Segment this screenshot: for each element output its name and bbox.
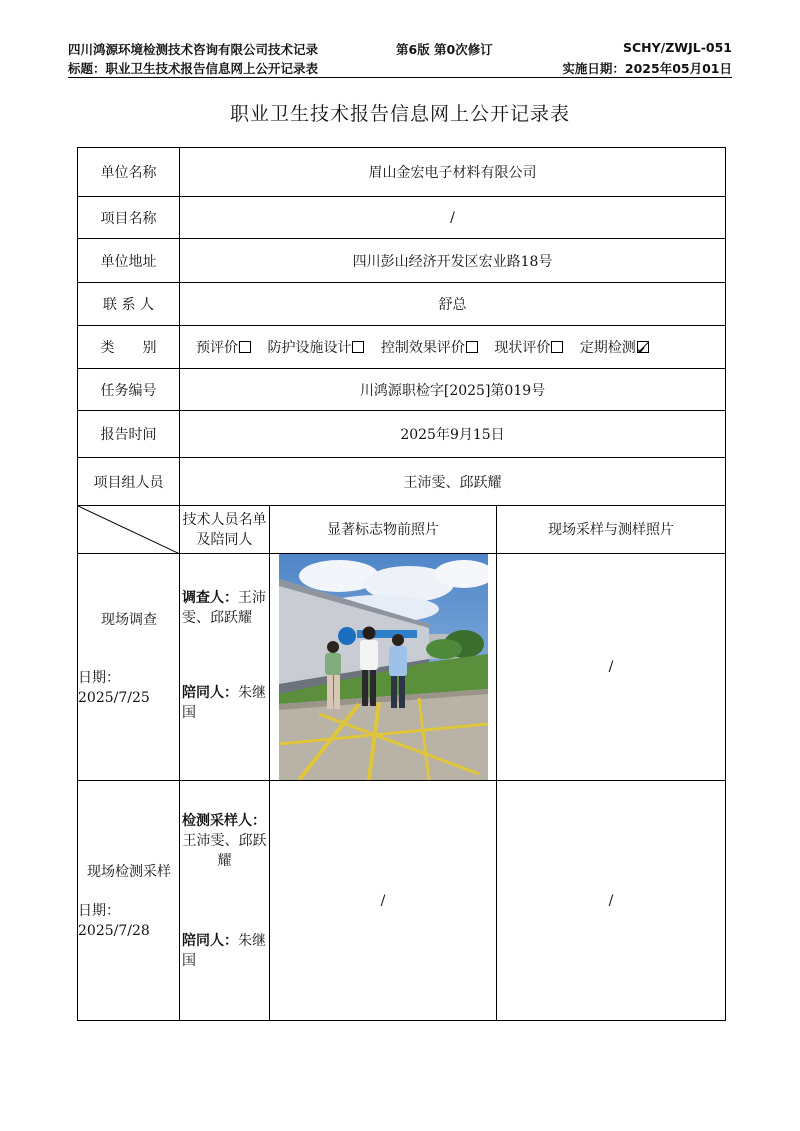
report-time-label: 报告时间: [78, 411, 180, 458]
row-address: [78, 239, 726, 283]
category-status-eval-checkbox[interactable]: [551, 341, 563, 353]
page-title: 职业卫生技术报告信息网上公开记录表: [229, 103, 570, 125]
doc-header-line-1: [68, 40, 732, 58]
detection-section-cell: [78, 781, 180, 1021]
detection-landmark-photo-cell: /: [270, 781, 497, 1021]
diagonal-line: [78, 506, 180, 554]
survey-row: [78, 554, 726, 781]
investigator-label: 调查人：: [182, 590, 238, 606]
survey-landmark-photo-cell: [270, 554, 497, 781]
row-contact: [78, 283, 726, 326]
detection-escort-block: [182, 931, 267, 971]
team-value: 王沛雯、邱跃耀: [180, 458, 726, 506]
row-category: [78, 326, 726, 369]
project-name-label: 项目名称: [78, 197, 180, 239]
team-label: 项目组人员: [78, 458, 180, 506]
col-staff-header: [180, 506, 270, 554]
category-control-eval-checkbox[interactable]: [466, 341, 478, 353]
version-text: 第6版 第0次修订: [396, 42, 493, 57]
category-pre-eval-label: 预评价: [196, 340, 238, 356]
unit-name-value: 眉山金宏电子材料有限公司: [180, 148, 726, 197]
col-sampling-header: 现场采样与测样照片: [497, 506, 726, 554]
detection-staff-cell: [180, 781, 270, 1021]
sampler-names: 王沛雯、邱跃耀: [182, 833, 267, 869]
sampler-block: [182, 811, 267, 871]
task-no-value: 川鸿源职检字[2025]第019号: [180, 369, 726, 411]
diagonal-corner-cell: [78, 506, 180, 554]
category-protection-design-label: 防护设施设计: [267, 340, 352, 356]
category-protection-design-checkbox[interactable]: [352, 341, 364, 353]
detection-date-label: 日期：: [78, 903, 120, 919]
address-value: 四川彭山经济开发区宏业路18号: [180, 239, 726, 283]
survey-escort-name: 朱继国: [182, 685, 266, 721]
project-name-value: /: [180, 197, 726, 239]
survey-date-label: 日期：: [78, 670, 120, 686]
doc-header-line-2: [68, 59, 732, 77]
survey-date-block: [78, 668, 150, 708]
survey-escort-label: 陪同人：: [182, 685, 238, 701]
effective-date-text: 实施日期：2025年05月01日: [562, 61, 732, 76]
category-periodic-test-checkbox[interactable]: [637, 341, 649, 353]
detection-escort-label: 陪同人：: [182, 933, 238, 949]
survey-name: 现场调查: [101, 612, 157, 628]
detection-date: 2025/7/28: [78, 923, 150, 939]
category-pre-eval-checkbox[interactable]: [239, 341, 251, 353]
sampler-label: 检测采样人：: [182, 813, 266, 829]
col-landmark-header: 显著标志物前照片: [270, 506, 497, 554]
company-record-text: 四川鸿源环境检测技术咨询有限公司技术记录: [68, 42, 319, 57]
header-rule: [68, 77, 732, 78]
survey-staff-cell: [180, 554, 270, 781]
doc-code-text: SCHY/ZWJL-051: [622, 40, 732, 55]
row-team: [78, 458, 726, 506]
category-label: 类 别: [78, 326, 180, 369]
row-unit-name: [78, 148, 726, 197]
investigator-block: [182, 588, 267, 628]
survey-sampling-photo-cell: /: [497, 554, 726, 781]
detection-name: 现场检测采样: [87, 864, 171, 880]
category-options: [180, 326, 726, 369]
landmark-photo[interactable]: [279, 554, 488, 780]
subject-text: 标题：职业卫生技术报告信息网上公开记录表: [68, 61, 319, 76]
detection-escort-name: 朱继国: [182, 933, 266, 969]
photo-header-row: [78, 506, 726, 554]
report-time-value: 2025年9月15日: [180, 411, 726, 458]
category-periodic-test-label: 定期检测: [579, 340, 636, 356]
investigator-names: 王沛雯、邱跃耀: [182, 590, 266, 626]
task-no-label: 任务编号: [78, 369, 180, 411]
category-status-eval-label: 现状评价: [494, 340, 551, 356]
contact-value: 舒总: [180, 283, 726, 326]
unit-name-label: 单位名称: [78, 148, 180, 197]
detection-row: [78, 781, 726, 1021]
row-report-time: [78, 411, 726, 458]
survey-date: 2025/7/25: [78, 690, 150, 706]
row-task-no: [78, 369, 726, 411]
contact-label: 联 系 人: [78, 283, 180, 326]
col-staff-header-text: 技术人员名单及陪同人: [182, 511, 267, 548]
survey-section-cell: [78, 554, 180, 781]
detection-sampling-photo-cell: /: [497, 781, 726, 1021]
survey-escort-block: [182, 683, 267, 723]
row-project-name: [78, 197, 726, 239]
record-table: [77, 147, 726, 1021]
address-label: 单位地址: [78, 239, 180, 283]
category-control-eval-label: 控制效果评价: [380, 340, 465, 356]
detection-date-block: [78, 901, 150, 941]
